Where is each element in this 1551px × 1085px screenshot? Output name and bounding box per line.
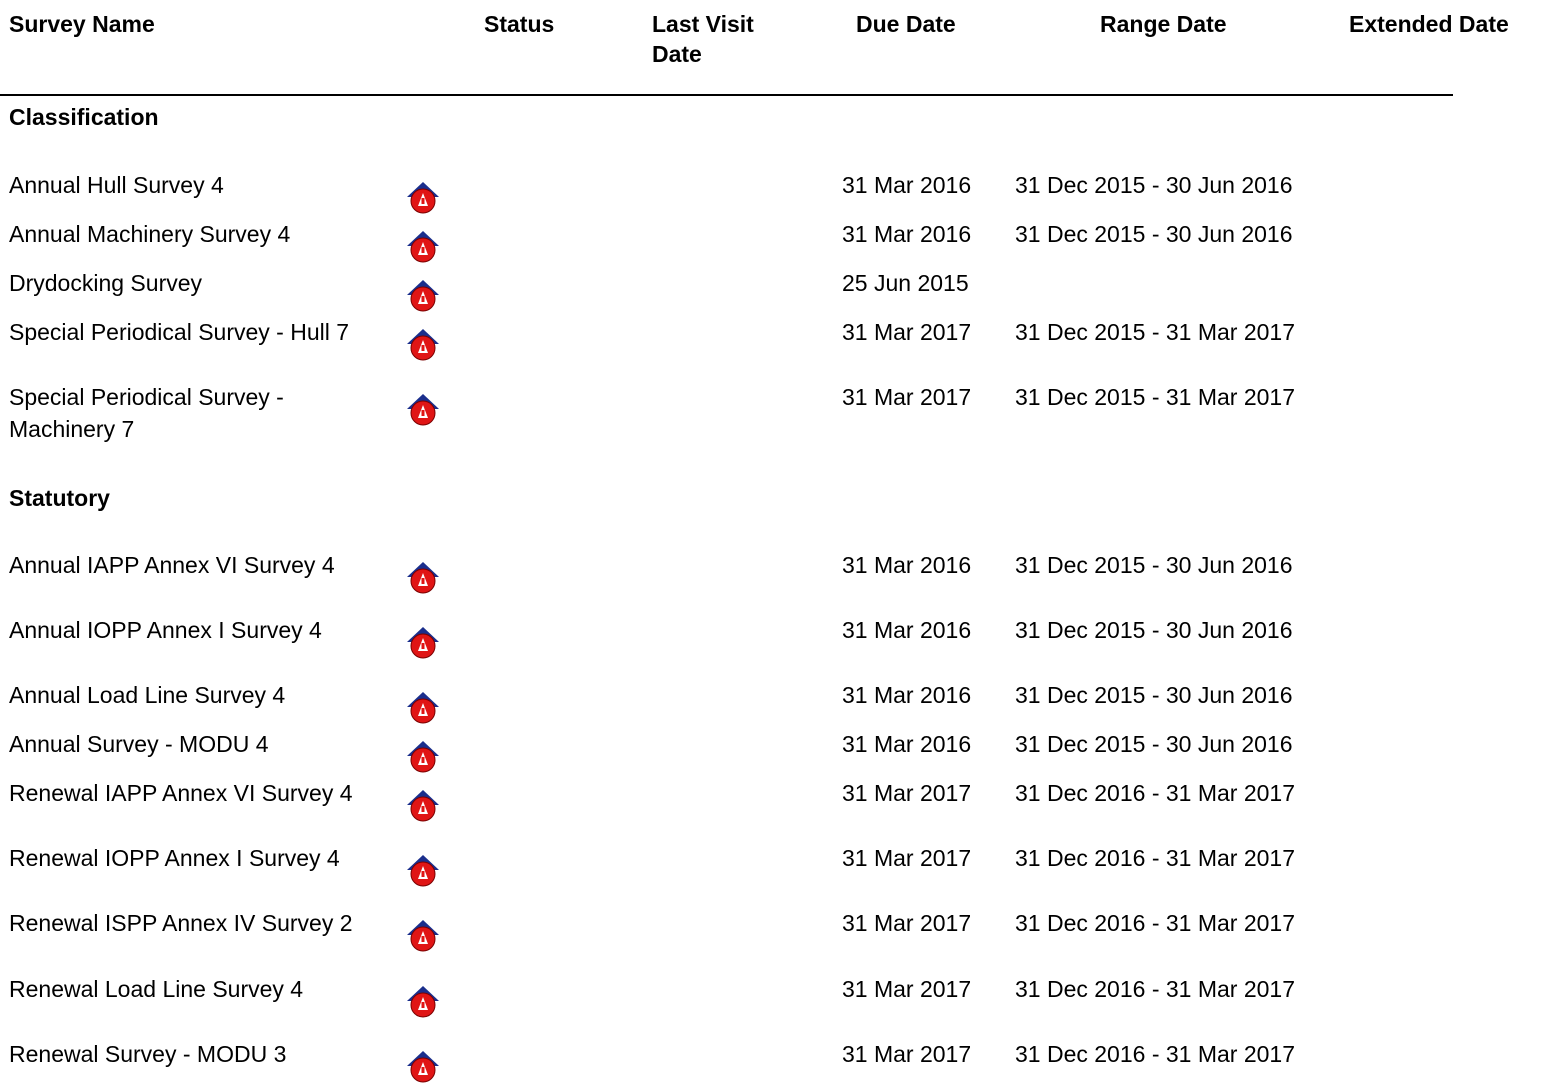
- range-date: 31 Dec 2015 - 30 Jun 2016: [1015, 731, 1293, 757]
- column-header-status: Status: [484, 11, 555, 37]
- due-date: 31 Mar 2017: [842, 910, 972, 936]
- table-row: [0, 842, 1551, 902]
- due-date: 25 Jun 2015: [842, 270, 969, 296]
- due-date: 31 Mar 2016: [842, 172, 972, 198]
- due-date: 31 Mar 2016: [842, 731, 972, 757]
- range-date: 31 Dec 2015 - 30 Jun 2016: [1015, 552, 1293, 578]
- range-date: 31 Dec 2016 - 31 Mar 2017: [1015, 780, 1296, 806]
- header-divider: [0, 94, 1453, 96]
- due-date: 31 Mar 2017: [842, 1041, 972, 1067]
- status-warning-icon: [406, 279, 440, 313]
- range-date: 31 Dec 2016 - 31 Mar 2017: [1015, 910, 1296, 936]
- survey-name: Renewal ISPP Annex IV Survey 2: [9, 910, 353, 936]
- range-date: 31 Dec 2015 - 30 Jun 2016: [1015, 221, 1293, 247]
- status-warning-icon: [406, 181, 440, 215]
- section-title-statutory: Statutory: [9, 485, 110, 511]
- section-title-classification: Classification: [9, 104, 159, 130]
- table-row: [0, 907, 1551, 967]
- survey-name: Renewal Load Line Survey 4: [9, 976, 304, 1002]
- survey-name: Drydocking Survey: [9, 270, 203, 296]
- column-header-last-visit-date: Last Visit Date: [652, 11, 754, 67]
- column-header-due-date: Due Date: [856, 11, 956, 37]
- table-row: [0, 1038, 1551, 1085]
- range-date: 31 Dec 2015 - 30 Jun 2016: [1015, 682, 1293, 708]
- status-warning-icon: [406, 789, 440, 823]
- status-warning-icon: [406, 561, 440, 595]
- survey-name: Annual Load Line Survey 4: [9, 682, 286, 708]
- survey-name: Renewal IOPP Annex I Survey 4: [9, 845, 340, 871]
- survey-name: Annual Hull Survey 4: [9, 172, 224, 198]
- status-warning-icon: [406, 393, 440, 427]
- table-row: [0, 316, 1551, 376]
- status-warning-icon: [406, 919, 440, 953]
- column-header-survey-name: Survey Name: [9, 11, 155, 37]
- range-date: 31 Dec 2015 - 31 Mar 2017: [1015, 319, 1296, 345]
- range-date: 31 Dec 2016 - 31 Mar 2017: [1015, 976, 1296, 1002]
- range-date: 31 Dec 2015 - 30 Jun 2016: [1015, 617, 1293, 643]
- due-date: 31 Mar 2017: [842, 384, 972, 410]
- range-date: 31 Dec 2015 - 30 Jun 2016: [1015, 172, 1293, 198]
- due-date: 31 Mar 2016: [842, 552, 972, 578]
- survey-name: Annual Machinery Survey 4: [9, 221, 291, 247]
- range-date: 31 Dec 2015 - 31 Mar 2017: [1015, 384, 1296, 410]
- status-warning-icon: [406, 230, 440, 264]
- due-date: 31 Mar 2017: [842, 845, 972, 871]
- survey-name: Renewal IAPP Annex VI Survey 4: [9, 780, 353, 806]
- survey-name: Special Periodical Survey - Machinery 7: [9, 384, 284, 442]
- status-warning-icon: [406, 740, 440, 774]
- table-row: [0, 381, 1551, 441]
- due-date: 31 Mar 2017: [842, 976, 972, 1002]
- range-date: 31 Dec 2016 - 31 Mar 2017: [1015, 845, 1296, 871]
- status-warning-icon: [406, 1050, 440, 1084]
- due-date: 31 Mar 2017: [842, 780, 972, 806]
- due-date: 31 Mar 2016: [842, 682, 972, 708]
- column-header-extended-date: Extended Date: [1349, 11, 1509, 37]
- survey-name: Renewal Survey - MODU 3: [9, 1041, 287, 1067]
- range-date: 31 Dec 2016 - 31 Mar 2017: [1015, 1041, 1296, 1067]
- status-warning-icon: [406, 691, 440, 725]
- status-warning-icon: [406, 626, 440, 660]
- survey-name: Special Periodical Survey - Hull 7: [9, 319, 350, 345]
- due-date: 31 Mar 2016: [842, 221, 972, 247]
- column-header-range-date: Range Date: [1100, 11, 1227, 37]
- due-date: 31 Mar 2017: [842, 319, 972, 345]
- table-row: [0, 777, 1551, 837]
- due-date: 31 Mar 2016: [842, 617, 972, 643]
- status-warning-icon: [406, 328, 440, 362]
- status-warning-icon: [406, 854, 440, 888]
- table-row: [0, 614, 1551, 674]
- table-row: [0, 973, 1551, 1033]
- survey-name: Annual IAPP Annex VI Survey 4: [9, 552, 335, 578]
- survey-name: Annual Survey - MODU 4: [9, 731, 269, 757]
- table-row: [0, 549, 1551, 609]
- survey-name: Annual IOPP Annex I Survey 4: [9, 617, 322, 643]
- status-warning-icon: [406, 985, 440, 1019]
